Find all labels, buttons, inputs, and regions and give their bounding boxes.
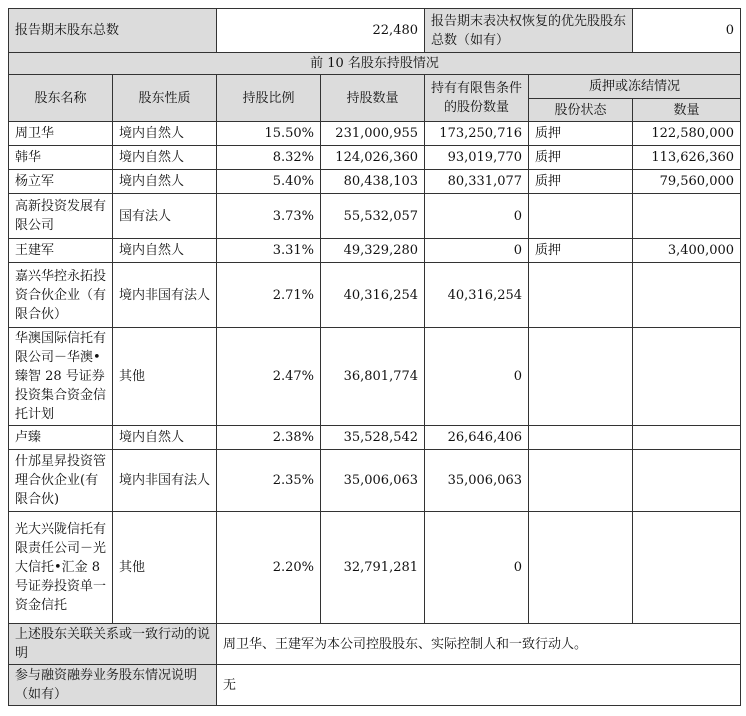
cell-ratio: 2.47% xyxy=(217,328,321,426)
margin-trading-label: 参与融资融券业务股东情况说明（如有） xyxy=(9,665,217,706)
cell-quantity: 36,801,774 xyxy=(321,328,425,426)
cell-quantity: 55,532,057 xyxy=(321,194,425,239)
cell-pledge-status: 质押 xyxy=(529,170,633,194)
cell-quantity: 231,000,955 xyxy=(321,122,425,146)
cell-name: 什邡星昇投资管理合伙企业(有限合伙) xyxy=(9,450,113,512)
relation-value: 周卫华、王建军为本公司控股股东、实际控制人和一致行动人。 xyxy=(217,624,741,665)
table-row xyxy=(9,512,741,624)
cell-nature: 境内非国有法人 xyxy=(113,450,217,512)
cell-restricted: 0 xyxy=(425,239,529,263)
cell-pledge-status xyxy=(529,450,633,512)
cell-nature: 境内自然人 xyxy=(113,122,217,146)
cell-restricted: 26,646,406 xyxy=(425,426,529,450)
cell-restricted: 173,250,716 xyxy=(425,122,529,146)
cell-restricted: 0 xyxy=(425,194,529,239)
cell-nature: 境内自然人 xyxy=(113,170,217,194)
cell-quantity: 80,438,103 xyxy=(321,170,425,194)
cell-pledge-status xyxy=(529,194,633,239)
cell-pledge-quantity xyxy=(633,194,741,239)
table-row xyxy=(9,122,741,146)
cell-quantity: 35,006,063 xyxy=(321,450,425,512)
header-pledge-quantity: 数量 xyxy=(633,99,741,122)
cell-pledge-quantity xyxy=(633,263,741,328)
cell-ratio: 2.35% xyxy=(217,450,321,512)
table-row xyxy=(9,328,741,426)
header-name: 股东名称 xyxy=(9,75,113,122)
cell-name: 嘉兴华控永拓投资合伙企业（有限合伙） xyxy=(9,263,113,328)
cell-restricted: 0 xyxy=(425,328,529,426)
cell-pledge-status: 质押 xyxy=(529,122,633,146)
cell-name: 王建军 xyxy=(9,239,113,263)
cell-pledge-quantity xyxy=(633,426,741,450)
cell-name: 高新投资发展有限公司 xyxy=(9,194,113,239)
cell-pledge-quantity xyxy=(633,450,741,512)
cell-ratio: 15.50% xyxy=(217,122,321,146)
cell-nature: 其他 xyxy=(113,328,217,426)
cell-name: 光大兴陇信托有限责任公司－光大信托•汇金 8 号证券投资单一资金信托 xyxy=(9,512,113,624)
relation-label: 上述股东关联关系或一致行动的说明 xyxy=(9,624,217,665)
cell-restricted: 35,006,063 xyxy=(425,450,529,512)
preferred-shareholders-label: 报告期末表决权恢复的优先股股东总数（如有） xyxy=(425,9,633,53)
cell-pledge-quantity: 122,580,000 xyxy=(633,122,741,146)
cell-nature: 境内自然人 xyxy=(113,426,217,450)
table-row xyxy=(9,450,741,512)
cell-nature: 国有法人 xyxy=(113,194,217,239)
cell-pledge-quantity: 3,400,000 xyxy=(633,239,741,263)
cell-pledge-status xyxy=(529,263,633,328)
cell-nature: 境内自然人 xyxy=(113,239,217,263)
cell-restricted: 93,019,770 xyxy=(425,146,529,170)
table-row xyxy=(9,194,741,239)
cell-name: 杨立军 xyxy=(9,170,113,194)
cell-name: 华澳国际信托有限公司－华澳•臻智 28 号证券投资集合资金信托计划 xyxy=(9,328,113,426)
header-pledge: 质押或冻结情况 xyxy=(529,75,741,99)
cell-pledge-status xyxy=(529,512,633,624)
cell-ratio: 8.32% xyxy=(217,146,321,170)
cell-quantity: 32,791,281 xyxy=(321,512,425,624)
cell-pledge-status xyxy=(529,426,633,450)
header-pledge-status: 股份状态 xyxy=(529,99,633,122)
total-shareholders-value: 22,480 xyxy=(217,9,425,53)
cell-ratio: 3.73% xyxy=(217,194,321,239)
header-quantity: 持股数量 xyxy=(321,75,425,122)
cell-pledge-status: 质押 xyxy=(529,239,633,263)
cell-name: 周卫华 xyxy=(9,122,113,146)
cell-quantity: 49,329,280 xyxy=(321,239,425,263)
preferred-shareholders-value: 0 xyxy=(633,9,741,53)
cell-pledge-status: 质押 xyxy=(529,146,633,170)
cell-nature: 境内自然人 xyxy=(113,146,217,170)
cell-pledge-quantity xyxy=(633,328,741,426)
cell-quantity: 40,316,254 xyxy=(321,263,425,328)
cell-ratio: 5.40% xyxy=(217,170,321,194)
cell-restricted: 0 xyxy=(425,512,529,624)
header-ratio: 持股比例 xyxy=(217,75,321,122)
cell-ratio: 3.31% xyxy=(217,239,321,263)
cell-pledge-quantity xyxy=(633,512,741,624)
cell-nature: 其他 xyxy=(113,512,217,624)
table-row xyxy=(9,170,741,194)
table-row xyxy=(9,146,741,170)
cell-name: 卢臻 xyxy=(9,426,113,450)
cell-ratio: 2.38% xyxy=(217,426,321,450)
cell-pledge-quantity: 79,560,000 xyxy=(633,170,741,194)
cell-restricted: 80,331,077 xyxy=(425,170,529,194)
total-shareholders-label: 报告期末股东总数 xyxy=(9,9,217,53)
margin-trading-value: 无 xyxy=(217,665,741,706)
header-restricted: 持有有限售条件的股份数量 xyxy=(425,75,529,122)
shareholder-table xyxy=(8,8,741,706)
cell-ratio: 2.71% xyxy=(217,263,321,328)
cell-pledge-quantity: 113,626,360 xyxy=(633,146,741,170)
table-row xyxy=(9,263,741,328)
table-row xyxy=(9,239,741,263)
cell-nature: 境内非国有法人 xyxy=(113,263,217,328)
cell-restricted: 40,316,254 xyxy=(425,263,529,328)
cell-quantity: 35,528,542 xyxy=(321,426,425,450)
cell-name: 韩华 xyxy=(9,146,113,170)
cell-ratio: 2.20% xyxy=(217,512,321,624)
cell-pledge-status xyxy=(529,328,633,426)
section-title: 前 10 名股东持股情况 xyxy=(9,53,741,75)
table-row xyxy=(9,426,741,450)
header-nature: 股东性质 xyxy=(113,75,217,122)
cell-quantity: 124,026,360 xyxy=(321,146,425,170)
